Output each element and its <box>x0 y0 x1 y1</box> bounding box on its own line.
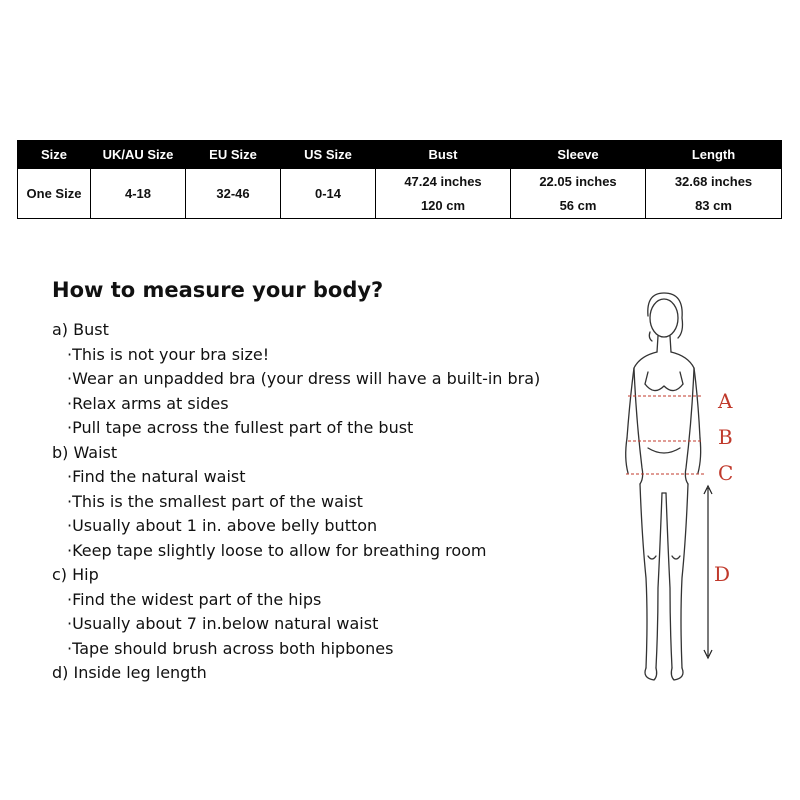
length-cm: 83 cm <box>695 197 732 213</box>
guide-tip: ·Usually about 7 in.below natural waist <box>67 614 379 633</box>
guide-tip: ·Find the natural waist <box>67 467 246 486</box>
guide-tip: ·This is the smallest part of the waist <box>67 491 363 511</box>
section-heading-inside-leg: d) Inside leg length <box>52 663 207 682</box>
section-heading-hip: c) Hip <box>52 565 99 584</box>
guide-tip: ·Usually about 1 in. above belly button <box>67 516 378 535</box>
guide-tip: ·Tape should brush across both hipbones <box>67 638 394 658</box>
size-table-header-row <box>18 141 782 169</box>
measurement-guide-list <box>52 318 612 686</box>
marker-label-c: C <box>718 461 734 485</box>
size-table-row <box>18 169 782 219</box>
header-us-size: US Size <box>281 141 376 169</box>
sleeve-inches: 22.05 inches <box>539 173 617 189</box>
cell-eu: 32-46 <box>186 169 281 219</box>
cell-size: One Size <box>18 169 91 219</box>
body-outline-figure-icon <box>612 288 762 688</box>
cell-uk-au: 4-18 <box>91 169 186 219</box>
section-heading-bust: a) Bust <box>52 320 109 339</box>
header-length: Length <box>646 141 782 169</box>
cell-bust <box>376 169 511 219</box>
marker-label-b: B <box>718 425 733 449</box>
guide-tip: ·Wear an unpadded bra (your dress will have a built-in bra) <box>67 369 541 388</box>
cell-length <box>646 169 782 219</box>
guide-tip: ·Pull tape across the fullest part of the bust <box>67 418 414 437</box>
size-chart-table <box>17 140 782 219</box>
section-heading-waist: b) Waist <box>52 442 118 462</box>
header-sleeve: Sleeve <box>511 141 646 169</box>
guide-tip: ·This is not your bra size! <box>67 344 270 364</box>
cell-us: 0-14 <box>281 169 376 219</box>
bust-cm: 120 cm <box>420 197 466 213</box>
guide-tip: ·Relax arms at sides <box>67 393 229 413</box>
header-size: Size <box>18 141 91 169</box>
header-bust: Bust <box>376 141 511 169</box>
guide-title: How to measure your body? <box>52 278 384 302</box>
marker-label-d: D <box>714 562 731 586</box>
cell-sleeve <box>511 169 646 219</box>
guide-tip: ·Find the widest part of the hips <box>67 589 322 609</box>
guide-tip: ·Keep tape slightly loose to allow for breathing room <box>67 540 487 560</box>
sleeve-cm: 56 cm <box>559 197 597 213</box>
length-inches: 32.68 inches <box>674 173 753 189</box>
header-uk-au-size: UK/AU Size <box>91 141 186 169</box>
bust-inches: 47.24 inches <box>404 173 482 189</box>
header-eu-size: EU Size <box>186 141 281 169</box>
marker-label-a: A <box>718 389 733 413</box>
